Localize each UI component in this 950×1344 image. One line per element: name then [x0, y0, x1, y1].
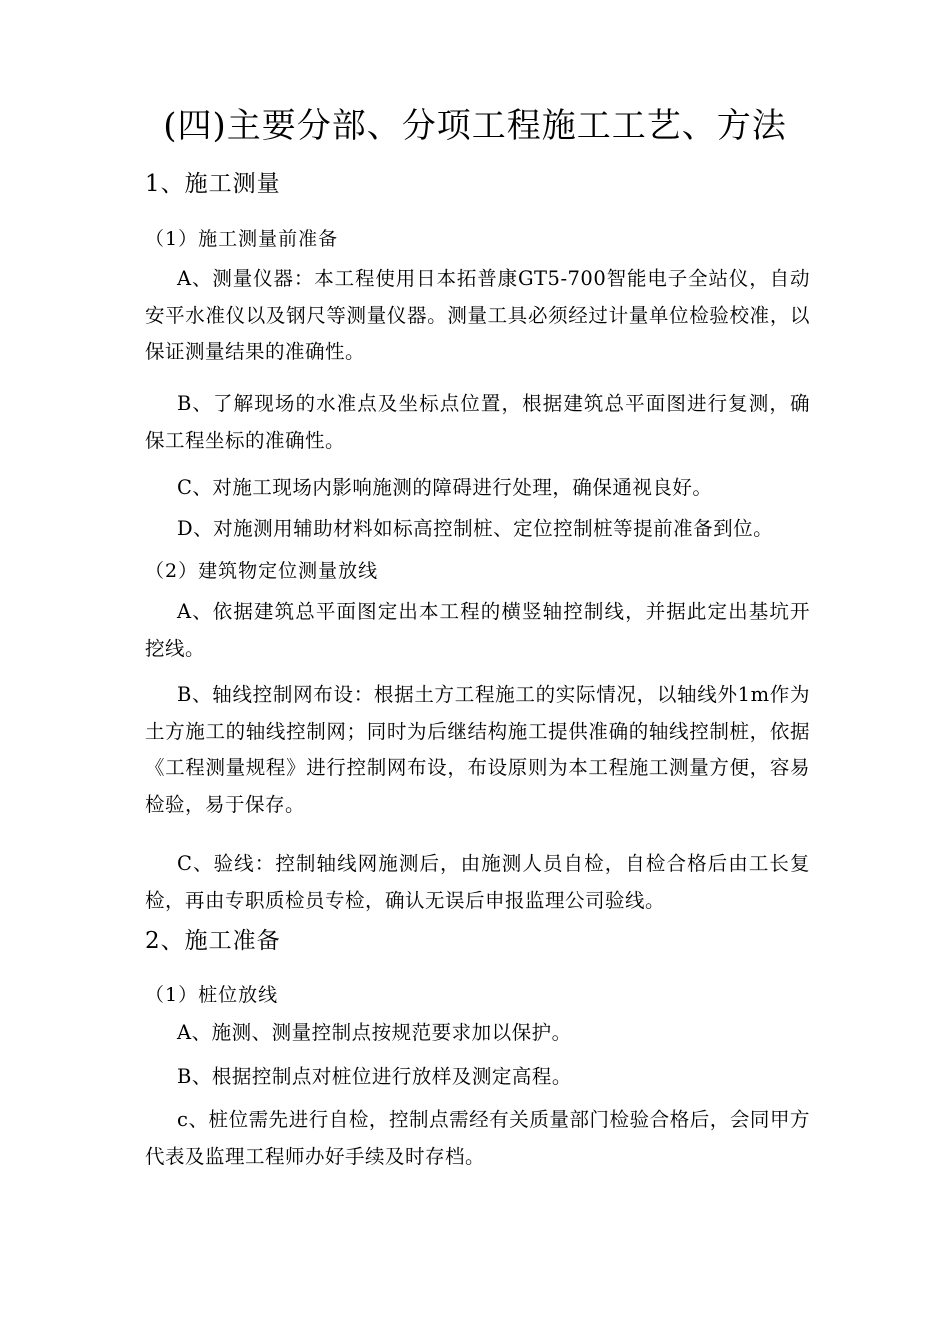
paragraph-stakeout: B、根据控制点对桩位进行放样及测定高程。	[177, 1065, 572, 1088]
subsection-heading-survey-prep: （1）施工测量前准备	[145, 228, 339, 250]
paragraph-materials: D、对施测用辅助材料如标高控制桩、定位控制桩等提前准备到位。	[177, 517, 774, 540]
subsection-heading-positioning: （2）建筑物定位测量放线	[145, 560, 379, 582]
paragraph-obstacles: C、对施工现场内影响施测的障碍进行处理，确保通视良好。	[177, 476, 713, 499]
section-heading-survey: 1、施工测量	[145, 171, 281, 197]
document-title: (四)主要分部、分项工程施工工艺、方法	[163, 106, 787, 146]
paragraph-line-check: C、验线：控制轴线网施测后，由施测人员自检，自检合格后由工长复检，再由专职质检员专检，确认无误后申报监理公司验线。	[145, 852, 810, 912]
subsection-heading-pile-layout: （1）桩位放线	[145, 984, 279, 1006]
paragraph-benchmarks: B、了解现场的水准点及坐标点位置，根据建筑总平面图进行复测，确保工程坐标的准确性。	[145, 392, 810, 452]
paragraph-control-network: B、轴线控制网布设：根据土方工程施工的实际情况，以轴线外1m作为土方施工的轴线控制网；同时为后继结构施工提供准确的轴线控制桩，依据《工程测量规程》进行控制网布设，布设原则为本工程施工测量方便，容易检验，易于保存。	[145, 683, 810, 816]
paragraph-protect-points: A、施测、测量控制点按规范要求加以保护。	[177, 1021, 572, 1044]
paragraph-instruments: A、测量仪器：本工程使用日本拓普康GT5-700智能电子全站仪，自动安平水准仪以及钢尺等测量仪器。测量工具必须经过计量单位检验校准，以保证测量结果的准确性。	[145, 267, 810, 364]
paragraph-self-check: c、桩位需先进行自检，控制点需经有关质量部门检验合格后，会同甲方代表及监理工程师办好手续及时存档。	[145, 1108, 810, 1168]
paragraph-axis-lines: A、依据建筑总平面图定出本工程的横竖轴控制线，并据此定出基坑开挖线。	[145, 600, 810, 660]
section-heading-preparation: 2、施工准备	[145, 928, 281, 954]
